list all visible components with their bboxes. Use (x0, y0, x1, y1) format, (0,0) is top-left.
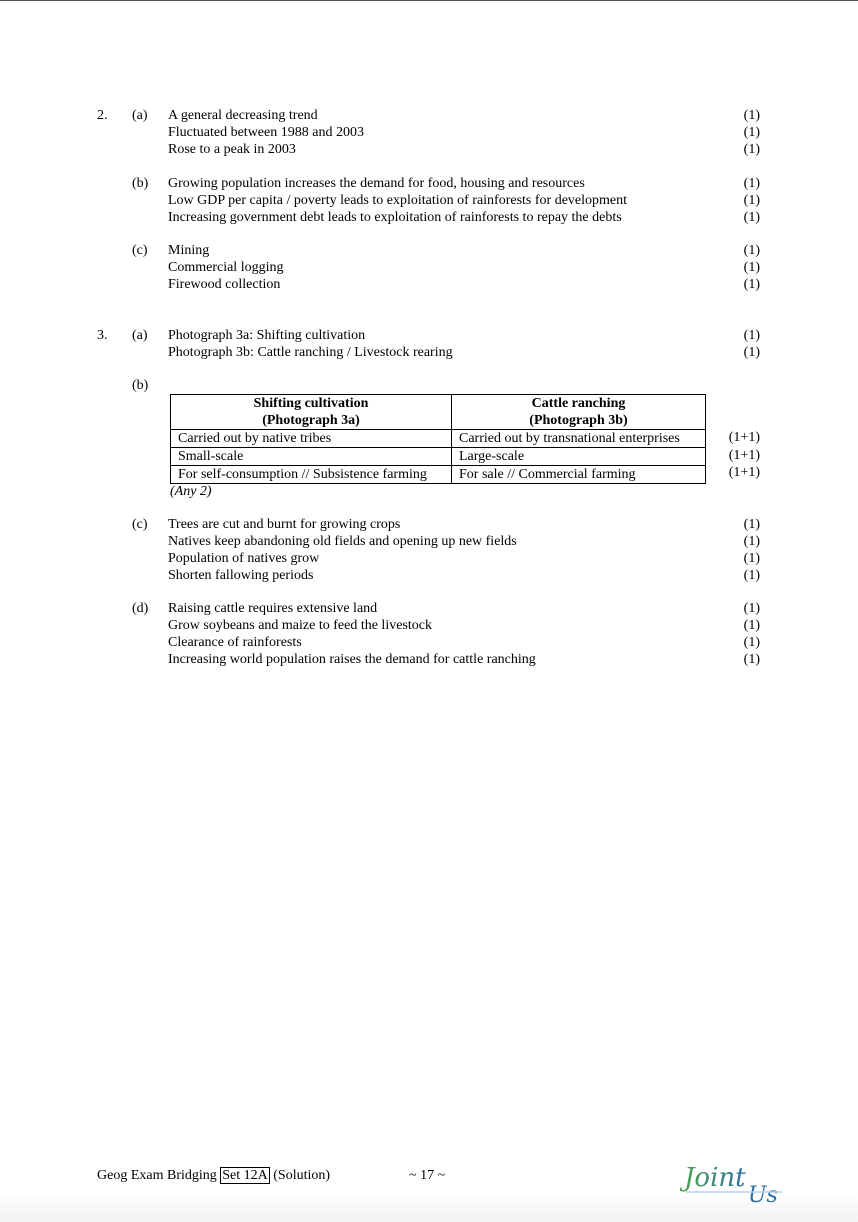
table-header-shifting (171, 395, 452, 430)
answer-line: Rose to a peak in 2003 (168, 142, 296, 157)
part-label: (c) (132, 243, 148, 258)
footer-set-box: Set 12A (222, 1168, 268, 1183)
answer-mark: (1) (743, 517, 760, 532)
table-cell: Carried out by transnational enterprises (452, 430, 706, 448)
answer-mark: (1) (743, 142, 760, 157)
svg-text:Joint: Joint (684, 1163, 746, 1193)
footer-solution-text: (Solution) (273, 1168, 331, 1183)
answer-line: Trees are cut and burnt for growing crops (168, 517, 401, 532)
header-line: (Photograph 3b) (529, 413, 628, 428)
table-header-cattle (452, 395, 706, 430)
table-cell: For sale // Commercial farming (452, 466, 706, 484)
jointus-logo (680, 1156, 790, 1206)
answer-mark: (1) (743, 618, 760, 633)
table-row-mark: (1+1) (728, 465, 760, 480)
part-label: (a) (132, 328, 148, 343)
header-line: Cattle ranching (531, 396, 626, 411)
answer-line: Grow soybeans and maize to feed the livestock (168, 618, 432, 633)
answer-line: Photograph 3b: Cattle ranching / Livestock rearing (168, 345, 453, 360)
part-label: (d) (132, 601, 149, 616)
answer-mark: (1) (743, 176, 760, 191)
svg-text:Us: Us (748, 1183, 778, 1206)
page-number: ~ 17 ~ (409, 1168, 446, 1183)
footer-title (97, 1167, 330, 1184)
answer-mark: (1) (743, 534, 760, 549)
header-line: Shifting cultivation (253, 396, 369, 411)
table-row-mark: (1+1) (728, 430, 760, 445)
answer-line: Mining (168, 243, 210, 258)
answer-mark: (1) (743, 328, 760, 343)
table-cell: Carried out by native tribes (171, 430, 452, 448)
answer-mark: (1) (743, 108, 760, 123)
answer-mark: (1) (743, 193, 760, 208)
answer-line: A general decreasing trend (168, 108, 318, 123)
answer-line: Raising cattle requires extensive land (168, 601, 378, 616)
answer-mark: (1) (743, 601, 760, 616)
question-number: 2. (97, 108, 108, 123)
answer-mark: (1) (743, 551, 760, 566)
answer-line: Firewood collection (168, 277, 281, 292)
answer-line: Photograph 3a: Shifting cultivation (168, 328, 366, 343)
part-label: (b) (132, 378, 149, 393)
answer-line: Natives keep abandoning old fields and opening up new fields (168, 534, 517, 549)
table-row (171, 466, 706, 484)
table-cell: Large-scale (452, 448, 706, 466)
table-note: (Any 2) (170, 484, 212, 499)
part-label: (c) (132, 517, 148, 532)
answer-mark: (1) (743, 568, 760, 583)
answer-mark: (1) (743, 277, 760, 292)
answer-mark: (1) (743, 652, 760, 667)
answer-mark: (1) (743, 125, 760, 140)
table-row (171, 448, 706, 466)
header-line: (Photograph 3a) (262, 413, 360, 428)
answer-line: Growing population increases the demand for food, housing and resources (168, 176, 585, 191)
comparison-table (170, 394, 706, 484)
answer-line: Low GDP per capita / poverty leads to exploitation of rainforests for development (168, 193, 628, 208)
answer-line: Increasing world population raises the demand for cattle ranching (168, 652, 536, 667)
question-number: 3. (97, 328, 108, 343)
table-row (171, 430, 706, 448)
footer-title-text: Geog Exam Bridging (97, 1168, 217, 1183)
table-row-mark: (1+1) (728, 448, 760, 463)
answer-mark: (1) (743, 345, 760, 360)
part-label: (a) (132, 108, 148, 123)
answer-line: Fluctuated between 1988 and 2003 (168, 125, 364, 140)
table-cell: For self-consumption // Subsistence farming (171, 466, 452, 484)
answer-mark: (1) (743, 210, 760, 225)
answer-line: Commercial logging (168, 260, 284, 275)
table-cell: Small-scale (171, 448, 452, 466)
answer-line: Population of natives grow (168, 551, 320, 566)
answer-mark: (1) (743, 635, 760, 650)
answer-line: Increasing government debt leads to exploitation of rainforests to repay the debts (168, 210, 622, 225)
answer-mark: (1) (743, 243, 760, 258)
answer-mark: (1) (743, 260, 760, 275)
answer-line: Clearance of rainforests (168, 635, 302, 650)
answer-line: Shorten fallowing periods (168, 568, 314, 583)
part-label: (b) (132, 176, 149, 191)
